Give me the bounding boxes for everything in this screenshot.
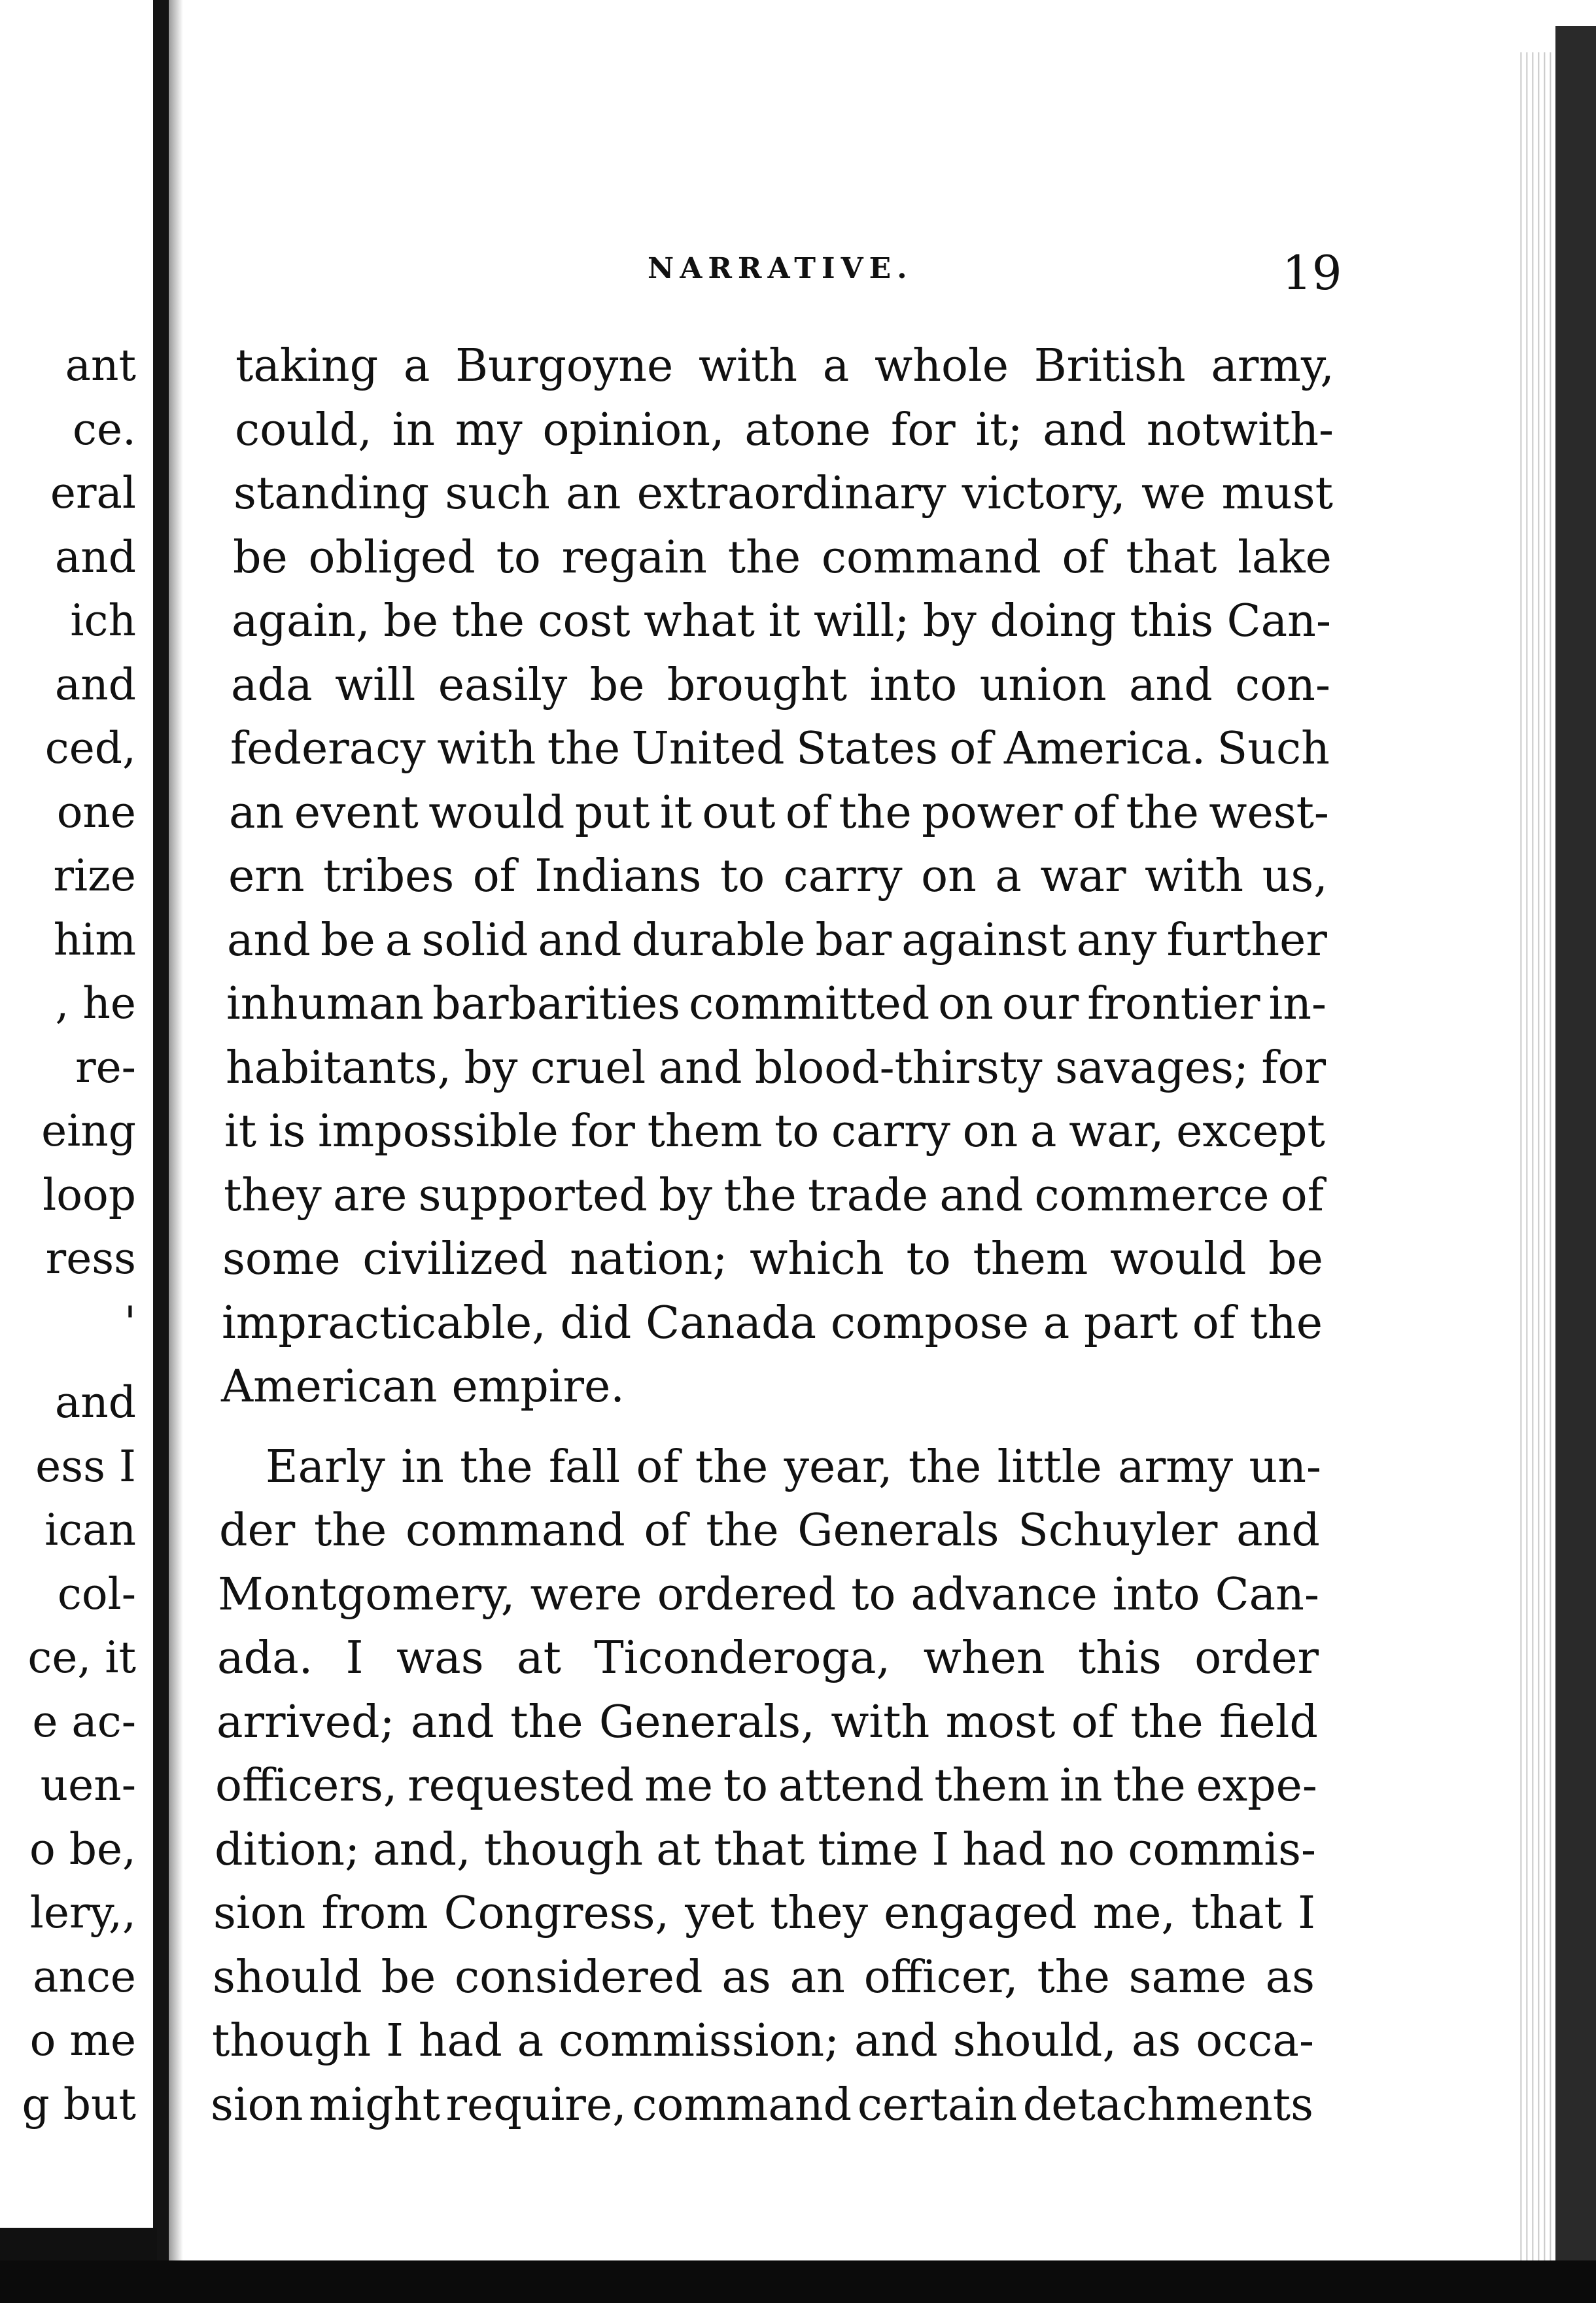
word: it <box>224 1106 257 1157</box>
text-line <box>231 659 1330 712</box>
word: victory, <box>962 468 1126 519</box>
word: could, <box>235 404 372 456</box>
word: no <box>1059 1823 1115 1876</box>
word: of <box>644 1505 687 1556</box>
word: war <box>1040 851 1126 902</box>
word: carry <box>783 851 903 902</box>
word: except <box>1176 1106 1325 1157</box>
word: and <box>658 1042 742 1094</box>
word: impracticable, <box>222 1297 546 1349</box>
text-line <box>219 1505 1320 1557</box>
text-line <box>224 1170 1324 1222</box>
word: ern <box>228 851 305 902</box>
word: Such <box>1217 723 1330 775</box>
text-line <box>217 1632 1319 1685</box>
word: of <box>1280 1169 1324 1222</box>
word: and <box>410 1696 494 1748</box>
word: for <box>1261 1042 1326 1094</box>
text-line <box>213 1952 1315 2004</box>
word: did <box>560 1297 632 1349</box>
word: committed <box>689 978 930 1030</box>
word: certain <box>857 2079 1018 2131</box>
word: we <box>1141 468 1206 519</box>
text-line <box>229 787 1329 839</box>
word: it <box>659 786 692 839</box>
word: regain <box>561 531 707 584</box>
word: be <box>233 531 288 584</box>
word: and <box>1043 404 1127 456</box>
word: commerce <box>1034 1169 1270 1222</box>
left-page-fragment: g but <box>22 2079 136 2130</box>
word: Indians <box>534 851 702 902</box>
word: the <box>1126 786 1199 839</box>
word: be <box>383 595 439 647</box>
word: out <box>702 786 776 839</box>
word: power <box>922 786 1063 839</box>
left-page-fragment: eing <box>41 1106 136 1156</box>
text-line <box>235 340 1334 393</box>
word: States <box>795 723 938 775</box>
word: the <box>313 1505 387 1556</box>
left-page-fragment: o me <box>29 2015 136 2066</box>
word: as <box>1265 1951 1315 2003</box>
word: cost <box>538 595 631 647</box>
left-page-fragment: one <box>56 786 136 837</box>
text-line <box>266 1441 1321 1494</box>
word: Can- <box>1215 1568 1319 1621</box>
word: ordered <box>657 1568 837 1621</box>
word: them <box>973 1233 1088 1285</box>
word: such <box>445 468 550 519</box>
word: an <box>566 468 621 519</box>
word: command <box>405 1505 625 1556</box>
word: Generals, <box>598 1696 815 1748</box>
word: the <box>706 1505 779 1556</box>
word: part <box>1084 1297 1178 1349</box>
word: war, <box>1069 1106 1164 1157</box>
word: union <box>979 659 1107 711</box>
word: a <box>403 340 430 392</box>
running-head: NARRATIVE. <box>648 252 913 285</box>
word: der <box>219 1505 296 1556</box>
word: and <box>227 914 311 966</box>
word: I <box>931 1823 950 1876</box>
word: was <box>396 1632 484 1684</box>
word: my <box>455 404 523 456</box>
word: civilized <box>362 1233 548 1285</box>
word: at <box>656 1823 701 1876</box>
word: on <box>921 851 977 902</box>
left-page-fragment: ce, it <box>27 1632 136 1683</box>
word: us, <box>1262 851 1328 902</box>
text-line <box>227 915 1327 967</box>
word: from <box>321 1888 428 1939</box>
word: ada <box>231 659 313 711</box>
word: though <box>212 2015 372 2067</box>
word: be <box>1268 1233 1323 1285</box>
word: arrived; <box>217 1696 395 1748</box>
word: the <box>839 786 912 839</box>
word: attend <box>778 1760 924 1812</box>
word: sion <box>213 1888 306 1939</box>
word: engaged <box>884 1888 1077 1939</box>
word: Canada <box>646 1297 817 1349</box>
word: same <box>1128 1951 1247 2003</box>
word: and <box>1128 659 1213 711</box>
word: some <box>222 1233 341 1285</box>
word: whole <box>875 340 1009 392</box>
word: to <box>496 531 541 584</box>
word: of <box>1072 786 1117 839</box>
word: a <box>1030 1106 1057 1157</box>
word: event <box>294 786 419 839</box>
word: Burgoyne <box>455 340 674 392</box>
word: advance <box>911 1568 1098 1621</box>
word: the <box>695 1441 769 1493</box>
word: army, <box>1211 340 1334 392</box>
word: extraordinary <box>636 468 946 519</box>
page-number: 19 <box>1282 245 1342 300</box>
left-page-fragment: ced, <box>44 723 136 773</box>
word: and <box>939 1169 1024 1222</box>
word: them <box>934 1760 1050 1812</box>
text-line <box>226 978 1327 1030</box>
word: federacy <box>230 723 426 775</box>
word: most <box>945 1696 1056 1748</box>
word: the <box>727 531 801 584</box>
text-line <box>222 1233 1323 1286</box>
word: put <box>574 786 650 839</box>
word: yet <box>685 1888 755 1939</box>
word: cruel <box>530 1042 646 1094</box>
word: and, <box>373 1823 471 1876</box>
word: doing <box>990 595 1117 647</box>
word: savages; <box>1054 1042 1249 1094</box>
word: frontier <box>1087 978 1260 1030</box>
word: had <box>418 2015 502 2067</box>
word: would <box>1110 1233 1247 1285</box>
word: any <box>1076 914 1157 966</box>
word: to <box>906 1233 951 1285</box>
word: expe- <box>1196 1760 1317 1812</box>
word: into <box>869 659 958 711</box>
word: will; <box>814 595 910 647</box>
word: against <box>901 914 1067 966</box>
word: with <box>699 340 798 392</box>
word: as <box>721 1951 771 2003</box>
left-page-fragment: ican <box>44 1505 136 1555</box>
word: be <box>589 659 645 711</box>
word: a <box>822 340 850 392</box>
word: in- <box>1268 978 1327 1030</box>
word: into <box>1112 1568 1200 1621</box>
word: they <box>224 1169 322 1222</box>
word: be <box>320 914 375 966</box>
word: were <box>530 1568 642 1621</box>
word: the <box>1130 1696 1204 1748</box>
left-page-fragment: col- <box>57 1568 136 1619</box>
word: in <box>392 404 436 456</box>
word: had <box>962 1823 1047 1876</box>
word: of <box>1071 1696 1115 1748</box>
word: I <box>1298 1888 1315 1939</box>
word: that <box>1126 531 1217 584</box>
word: considered <box>455 1951 703 2003</box>
word: opinion, <box>542 404 725 456</box>
left-page-fragment: and <box>54 659 136 710</box>
word: for <box>570 1106 635 1157</box>
text-line <box>230 723 1330 775</box>
word: trade <box>807 1169 929 1222</box>
word: for <box>891 404 956 456</box>
word: the <box>1037 1951 1110 2003</box>
text-line <box>211 2079 1313 2132</box>
word: commis- <box>1128 1823 1316 1876</box>
word: must <box>1221 468 1333 519</box>
word: our <box>1001 978 1079 1030</box>
word: to <box>720 851 765 902</box>
word: in <box>401 1441 444 1493</box>
word: which <box>750 1233 884 1285</box>
word: notwith- <box>1146 404 1334 456</box>
text-line <box>215 1760 1317 1812</box>
word: should, <box>952 2015 1117 2067</box>
word: solid <box>421 914 529 966</box>
word: impossible <box>317 1106 559 1157</box>
word: Can- <box>1226 595 1331 647</box>
word: an <box>789 1951 845 2003</box>
word: further <box>1166 914 1327 966</box>
word: durable <box>631 914 806 966</box>
left-page-fragment: o be, <box>29 1823 136 1874</box>
word: them <box>647 1106 763 1157</box>
left-page-fragment: ' <box>124 1297 136 1348</box>
word: army <box>1118 1441 1234 1493</box>
word: brought <box>667 659 848 711</box>
left-page-fragment: , he <box>55 978 136 1028</box>
left-page-fragment: ce. <box>72 404 136 455</box>
word: un- <box>1249 1441 1321 1493</box>
word: the <box>451 595 525 647</box>
word: the <box>1249 1297 1323 1349</box>
word: carry <box>831 1106 950 1157</box>
word: of <box>785 786 829 839</box>
left-page-fragment: loop <box>43 1169 136 1220</box>
word: tribes <box>323 851 455 902</box>
word: dition; <box>215 1823 360 1876</box>
text-line <box>226 1042 1326 1095</box>
word: habitants, <box>226 1042 452 1094</box>
word: I <box>386 2015 404 2067</box>
word: this <box>1078 1632 1162 1684</box>
word: Schuyler <box>1018 1505 1218 1556</box>
word: is <box>268 1106 306 1157</box>
word: empire. <box>451 1361 625 1413</box>
word: requested <box>408 1760 634 1812</box>
word: what <box>644 595 755 647</box>
word: west- <box>1209 786 1329 839</box>
left-page-fragment: ance <box>33 1951 136 2002</box>
word: a <box>1043 1297 1070 1349</box>
left-page-fragment: lery,, <box>29 1888 136 1938</box>
text-line <box>233 532 1332 584</box>
word: it; <box>975 404 1023 456</box>
word: command <box>821 531 1041 584</box>
word: atone <box>744 404 871 456</box>
word: compose <box>830 1297 1029 1349</box>
word: field <box>1219 1696 1318 1748</box>
word: on <box>938 978 994 1030</box>
word: the <box>1113 1760 1186 1812</box>
word: when <box>923 1632 1045 1684</box>
word: though <box>483 1823 644 1876</box>
word: Congress, <box>443 1888 670 1939</box>
word: this <box>1130 595 1214 647</box>
word: again, <box>232 595 370 647</box>
word: they <box>770 1888 869 1939</box>
text-line <box>235 404 1334 457</box>
word: of <box>1192 1297 1236 1349</box>
word: by <box>922 595 977 647</box>
text-line <box>234 468 1333 520</box>
word: inhuman <box>226 978 424 1030</box>
word: easily <box>438 659 568 711</box>
word: require, <box>445 2079 627 2131</box>
text-line <box>215 1824 1316 1876</box>
word: by <box>464 1042 518 1094</box>
text-line <box>212 2015 1314 2067</box>
word: that <box>714 1823 805 1876</box>
word: officer, <box>863 1951 1018 2003</box>
left-page-fragment: rize <box>53 851 136 901</box>
word: an <box>229 786 285 839</box>
word: command <box>632 2079 852 2131</box>
word: in <box>1060 1760 1103 1812</box>
word: time <box>818 1823 919 1876</box>
word: Generals <box>797 1505 999 1556</box>
word: little <box>997 1441 1102 1493</box>
word: by <box>659 1169 713 1222</box>
word: standing <box>234 468 430 519</box>
word: lake <box>1238 531 1332 584</box>
left-page-fragment: ress <box>45 1233 136 1284</box>
left-page-fragment: re- <box>75 1042 136 1093</box>
word: taking <box>235 340 379 392</box>
text-line <box>228 851 1328 903</box>
word: fall <box>548 1441 621 1493</box>
left-page-fragment: ich <box>70 595 136 646</box>
word: and <box>1236 1505 1320 1556</box>
word: ada. <box>217 1632 313 1684</box>
word: commission; <box>559 2015 840 2067</box>
word: detachments <box>1022 2079 1313 2131</box>
text-line <box>217 1696 1318 1749</box>
word: officers, <box>215 1760 398 1812</box>
word: the <box>908 1441 982 1493</box>
word: with <box>831 1696 930 1748</box>
word: barbarities <box>432 978 681 1030</box>
word: a <box>995 851 1022 902</box>
word: as <box>1131 2015 1181 2067</box>
left-page-fragment: e ac- <box>32 1696 136 1747</box>
word: a <box>517 2015 544 2067</box>
word: will <box>334 659 416 711</box>
word: nation; <box>570 1233 728 1285</box>
word: me <box>644 1760 713 1812</box>
text-line <box>232 595 1331 648</box>
word: should <box>213 1951 362 2003</box>
word: to <box>723 1760 769 1812</box>
word: I <box>345 1632 364 1684</box>
left-page-fragment: and <box>54 1377 136 1428</box>
word: me, <box>1092 1888 1175 1939</box>
text-line <box>218 1569 1319 1621</box>
word: British <box>1033 340 1186 392</box>
word: to <box>774 1106 820 1157</box>
left-page-fragment: him <box>53 914 136 965</box>
word: it <box>768 595 801 647</box>
word: with <box>1145 851 1244 902</box>
word: Montgomery, <box>218 1568 515 1621</box>
word: that <box>1191 1888 1283 1939</box>
word: order <box>1194 1632 1319 1684</box>
word: at <box>517 1632 561 1684</box>
word: the <box>547 723 621 775</box>
word: Ticonderoga, <box>594 1632 891 1684</box>
text-line <box>213 1888 1315 1940</box>
word: Early <box>266 1441 385 1493</box>
word: United <box>631 723 785 775</box>
word: be <box>381 1951 436 2003</box>
word: of <box>472 851 516 902</box>
left-page-fragment: ess I <box>35 1441 136 1492</box>
word: of <box>636 1441 680 1493</box>
word: the <box>510 1696 583 1748</box>
left-page-fragment: and <box>54 531 136 582</box>
word: a <box>385 914 412 966</box>
word: might <box>309 2079 440 2131</box>
word: and <box>854 2015 938 2067</box>
left-page-fragment: ant <box>65 340 136 391</box>
word: to <box>851 1568 896 1621</box>
word: on <box>962 1106 1018 1157</box>
word: with <box>437 723 536 775</box>
word: the <box>460 1441 533 1493</box>
text-line <box>224 1106 1325 1158</box>
word: America. <box>1003 723 1206 775</box>
text-line <box>222 1297 1323 1350</box>
word: and <box>538 914 622 966</box>
word: would <box>428 786 565 839</box>
word: blood-thirsty <box>754 1042 1043 1094</box>
word: obliged <box>308 531 476 584</box>
word: year, <box>784 1441 893 1493</box>
left-page-fragment: eral <box>50 468 136 518</box>
word: bar <box>815 914 892 966</box>
word: sion <box>211 2079 304 2131</box>
word: the <box>723 1169 797 1222</box>
word: of <box>1062 531 1105 584</box>
word: supported <box>418 1169 648 1222</box>
word: occa- <box>1196 2015 1314 2067</box>
left-page-fragment: uen- <box>40 1760 136 1810</box>
word: are <box>333 1169 408 1222</box>
word: of <box>949 723 993 775</box>
text-line <box>221 1361 1322 1413</box>
word: American <box>221 1361 438 1413</box>
word: con- <box>1235 659 1330 711</box>
